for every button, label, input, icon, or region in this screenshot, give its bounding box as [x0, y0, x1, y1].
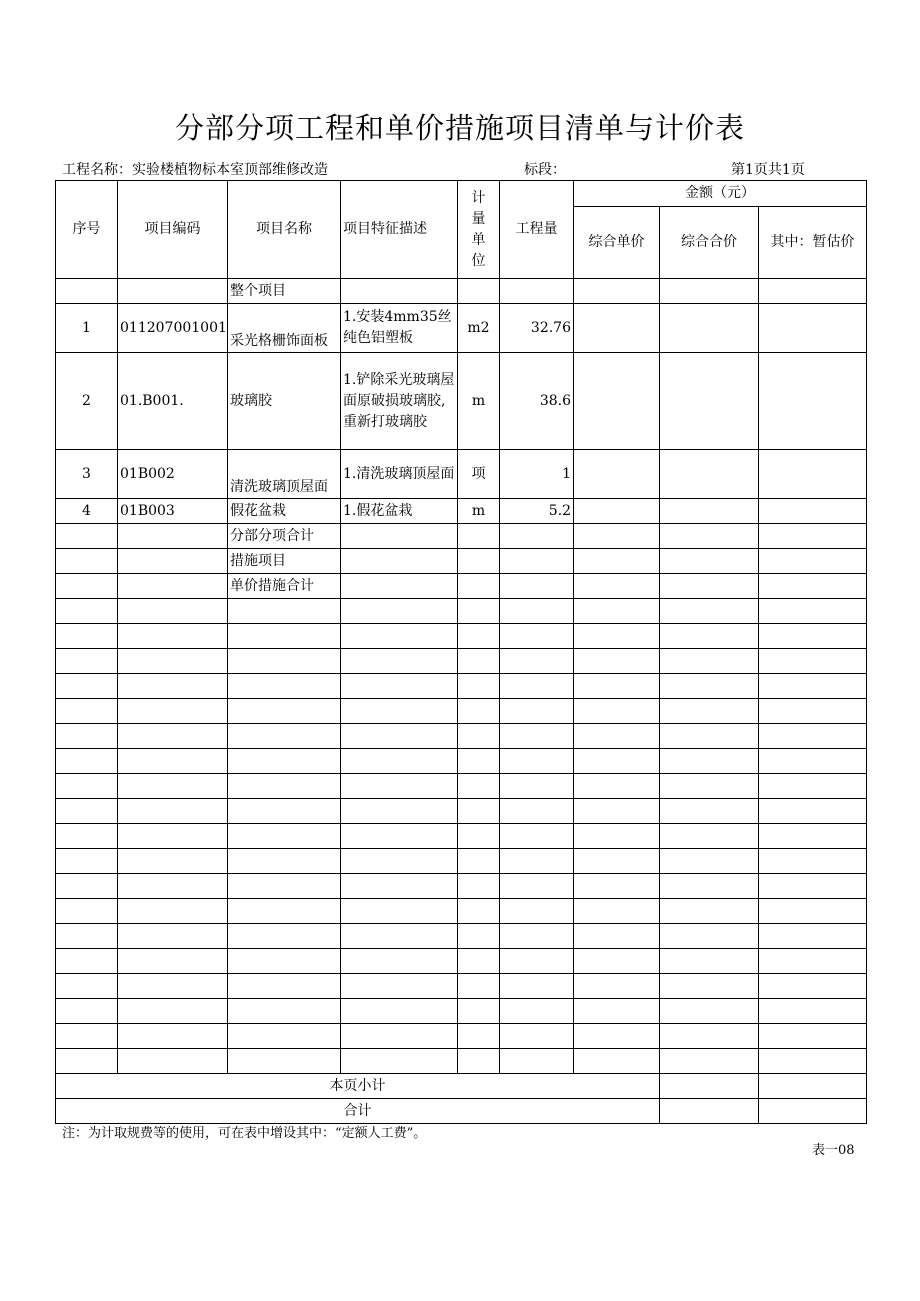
header-total-price: 综合合价 [660, 207, 759, 279]
item-no: 3 [56, 450, 118, 499]
total-row [56, 1099, 867, 1124]
item-unit: m2 [458, 304, 500, 353]
empty-row [56, 824, 867, 849]
summary-row [56, 574, 867, 599]
empty-row [56, 924, 867, 949]
header-feature: 项目特征描述 [341, 181, 458, 279]
header-unit-char: 量 [471, 210, 486, 227]
item-quantity: 38.6 [500, 353, 574, 450]
section-label: 标段： [524, 162, 566, 178]
header-row [56, 181, 867, 207]
empty-row [56, 874, 867, 899]
header-amount-group: 金额（元） [574, 181, 867, 207]
page-info: 第1页共1页 [731, 162, 805, 178]
empty-row [56, 674, 867, 699]
table-row [56, 304, 867, 353]
item-code: 011207001001 [118, 304, 228, 353]
empty-row [56, 624, 867, 649]
header-unit-char: 单 [471, 231, 486, 248]
subtotal-row [56, 1074, 867, 1099]
table-row [56, 353, 867, 450]
empty-row [56, 1049, 867, 1074]
summary-row [56, 524, 867, 549]
item-feature: 1.假花盆栽 [341, 499, 458, 524]
item-no: 2 [56, 353, 118, 450]
empty-row [56, 999, 867, 1024]
item-quantity: 5.2 [500, 499, 574, 524]
page-title: 分部分项工程和单价措施项目清单与计价表 [174, 111, 745, 145]
group-label: 整个项目 [228, 279, 341, 304]
total-label: 合计 [56, 1099, 660, 1124]
table-row [56, 450, 867, 499]
item-feature: 1.清洗玻璃顶屋面 [341, 450, 458, 499]
empty-row [56, 949, 867, 974]
item-code: 01.B001. [118, 353, 228, 450]
header-name: 项目名称 [228, 181, 341, 279]
empty-row [56, 749, 867, 774]
item-code: 01B002 [118, 450, 228, 499]
empty-row [56, 799, 867, 824]
item-code: 01B003 [118, 499, 228, 524]
empty-row [56, 849, 867, 874]
item-name: 玻璃胶 [228, 353, 341, 450]
item-name: 采光格栅饰面板 [228, 304, 341, 353]
empty-row [56, 649, 867, 674]
summary-label: 单价措施合计 [228, 574, 341, 599]
header-no: 序号 [56, 181, 118, 279]
header-code: 项目编码 [118, 181, 228, 279]
header-unit-char: 计 [471, 189, 486, 206]
item-feature: 1.安装4mm35丝纯色铝塑板 [341, 304, 458, 353]
group-row [56, 279, 867, 304]
item-quantity: 32.76 [500, 304, 574, 353]
item-name: 假花盆栽 [228, 499, 341, 524]
item-quantity: 1 [500, 450, 574, 499]
empty-row [56, 774, 867, 799]
empty-row [56, 699, 867, 724]
item-unit: m [458, 353, 500, 450]
header-unit-price: 综合单价 [574, 207, 660, 279]
item-name: 清洗玻璃顶屋面 [228, 450, 341, 499]
summary-label: 措施项目 [228, 549, 341, 574]
project-name: 工程名称：实验楼植物标本室顶部维修改造 [62, 162, 328, 178]
header-unit [458, 181, 500, 279]
item-no: 1 [56, 304, 118, 353]
item-no: 4 [56, 499, 118, 524]
form-number: 表一08 [812, 1143, 855, 1158]
header-quantity: 工程量 [500, 181, 574, 279]
empty-row [56, 724, 867, 749]
bill-table [55, 180, 867, 1124]
empty-row [56, 899, 867, 924]
footnote: 注：为计取规费等的使用，可在表中增设其中：“定额人工费”。 [62, 1126, 427, 1141]
header-provisional: 其中：暂估价 [759, 207, 867, 279]
item-feature: 1.铲除采光玻璃屋面原破损玻璃胶,重新打玻璃胶 [341, 353, 458, 450]
empty-row [56, 599, 867, 624]
summary-row [56, 549, 867, 574]
item-unit: 项 [458, 450, 500, 499]
header-unit-char: 位 [471, 252, 486, 269]
table-row [56, 499, 867, 524]
empty-row [56, 1024, 867, 1049]
empty-row [56, 974, 867, 999]
summary-label: 分部分项合计 [228, 524, 341, 549]
page-subtotal-label: 本页小计 [56, 1074, 660, 1099]
item-unit: m [458, 499, 500, 524]
